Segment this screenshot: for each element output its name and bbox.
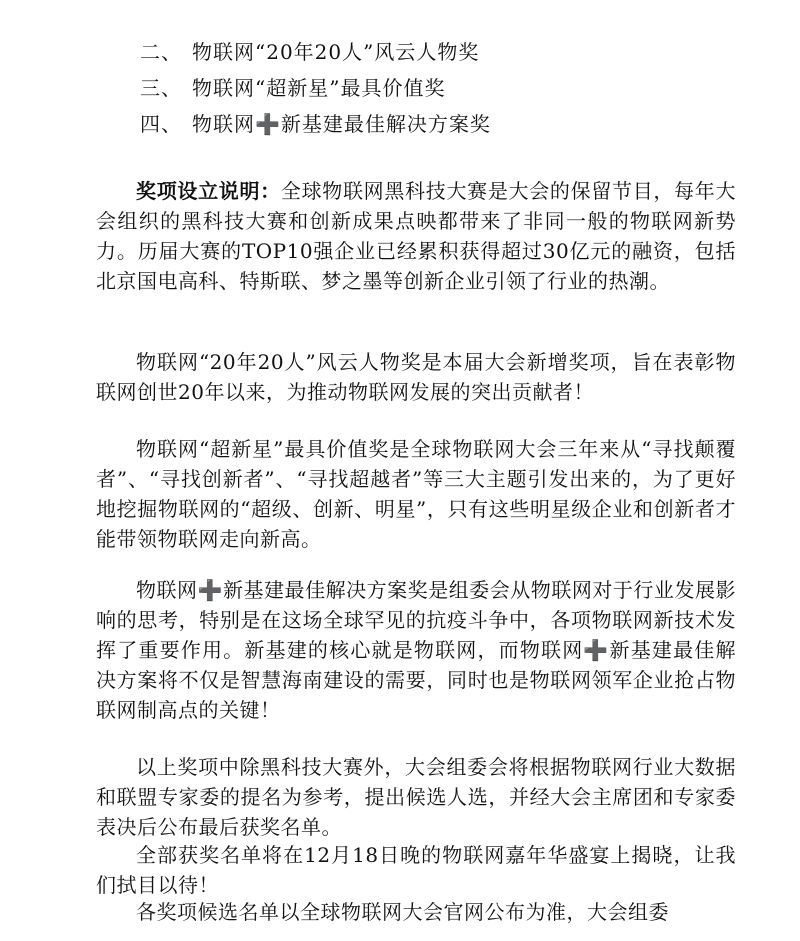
paragraph-text: 以上奖项中除黑科技大赛外，大会组委会将根据物联网行业大数据和联盟专家委的提名为参考，提出候选人选，并经大会主席团和专家委表决后公布最后获奖名单。 [96, 755, 736, 839]
award-name: 物联网“超新星”最具价值奖 [192, 76, 446, 100]
paragraph-selection-process [96, 752, 736, 842]
paragraph-supernova-award [96, 434, 736, 554]
intro-text: 全球物联网黑科技大赛是大会的保留节目，每年大会组织的黑科技大赛和创新成果点映都带来了非同一般的物联网新势力。历届大赛的TOP10强企业已经累积获得超过30亿元的融资，包括北京国电高科、特斯联、梦之墨等创新企业引领了行业的热潮。 [96, 179, 736, 293]
award-name: 物联网➕新基建最佳解决方案奖 [192, 112, 491, 136]
paragraph-text: 全部获奖名单将在12月18日晚的物联网嘉年华盛宴上揭晓，让我们拭目以待！ [96, 843, 736, 897]
award-number: 二、 [140, 40, 182, 64]
intro-paragraph [96, 176, 736, 296]
award-list [140, 34, 760, 142]
paragraph-text: 物联网“超新星”最具价值奖是全球物联网大会三年来从“寻找颠覆者”、“寻找创新者”、“寻找超越者”等三大主题引发出来的，为了更好地挖掘物联网的“超级、创新、明星”，只有这些明星级企业和创新者才能带领物联网走向新高。 [96, 437, 736, 551]
award-number: 三、 [140, 76, 182, 100]
paragraph-new-infrastructure-award [96, 575, 736, 725]
award-number: 四、 [140, 112, 182, 136]
paragraph-20-years-award [96, 347, 736, 407]
paragraph-text: 物联网➕新基建最佳解决方案奖是组委会从物联网对于行业发展影响的思考，特别是在这场全球罕见的抗疫斗争中，各项物联网新技术发挥了重要作用。新基建的核心就是物联网，而物联网➕新基建最佳解决方案将不仅是智慧海南建设的需要，同时也是物联网领军企业抢占物联网制高点的关键！ [96, 578, 736, 722]
intro-heading: 奖项设立说明： [136, 179, 281, 203]
award-item-3 [140, 70, 760, 106]
award-item-2 [140, 34, 760, 70]
paragraph-announcement [96, 840, 736, 900]
award-name: 物联网“20年20人”风云人物奖 [192, 40, 480, 64]
award-item-4 [140, 106, 760, 142]
paragraph-candidate-list [96, 897, 736, 927]
paragraph-text: 各奖项候选名单以全球物联网大会官网公布为准，大会组委 [136, 900, 669, 924]
paragraph-text: 物联网“20年20人”风云人物奖是本届大会新增奖项，旨在表彰物联网创世20年以来，为推动物联网发展的突出贡献者！ [96, 350, 736, 404]
